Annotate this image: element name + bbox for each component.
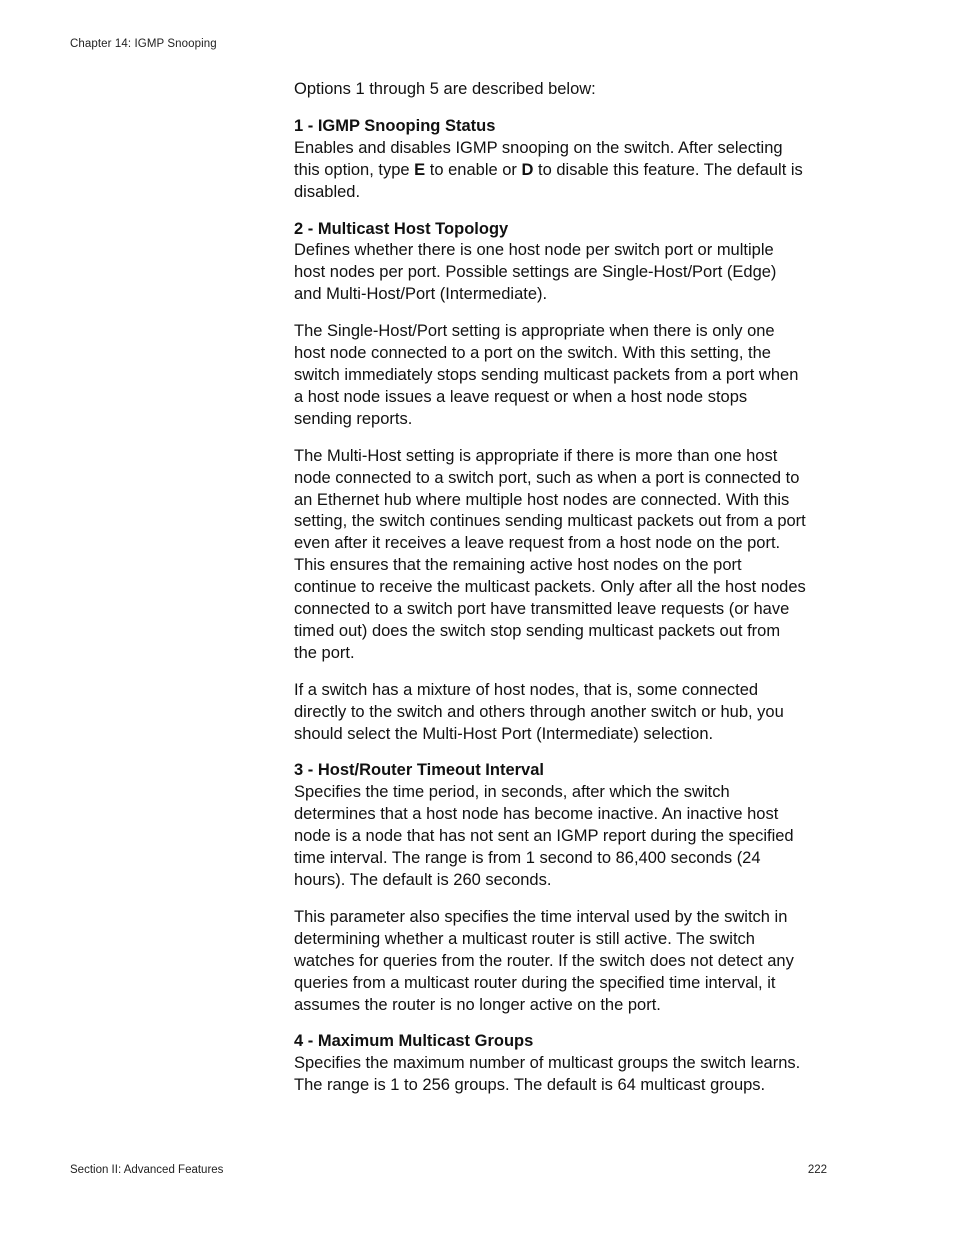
option-1-text-a: Enables and disables IGMP snooping on the switch. After selecting this option, type xyxy=(294,138,783,179)
option-4-heading: 4 - Maximum Multicast Groups xyxy=(294,1032,534,1051)
option-3-heading: 3 - Host/Router Timeout Interval xyxy=(294,761,544,780)
option-1-key-e: E xyxy=(414,160,426,179)
option-4-text: Specifies the maximum number of multicast groups the switch learns. The range is 1 to 256 groups. The default is 64 multicast groups. xyxy=(294,1054,801,1095)
option-1-section xyxy=(294,116,806,204)
option-2-paragraph-3: The Multi-Host setting is appropriate if there is more than one host node connected to a switch port, such as when a port is connected to an Ethernet hub where multiple host nodes are connected. With this setting, the switch continues sending multicast packets out from a port even after it receives a leave request from a host node on the port. This ensures that the remaining active host nodes on the port continue to receive the multicast packets. Only after all the host nodes connected to a switch port have transmitted leave requests (or have timed out) does the switch stop sending multicast packets out from the port. xyxy=(294,446,806,662)
option-2-heading: 2 - Multicast Host Topology xyxy=(294,219,509,238)
option-1-text-b: to enable or xyxy=(425,160,522,179)
option-1-heading: 1 - IGMP Snooping Status xyxy=(294,116,496,135)
option-2-paragraph-2: The Single-Host/Port setting is appropriate when there is only one host node connected to a port on the switch. With this setting, the switch immediately stops sending multicast packets from a port when a host node issues a leave request or when a host node stops sending reports. xyxy=(294,322,799,428)
intro-paragraph: Options 1 through 5 are described below: xyxy=(294,80,596,98)
running-header: Chapter 14: IGMP Snooping xyxy=(70,38,217,50)
option-2-section xyxy=(294,219,806,307)
option-1-key-d: D xyxy=(521,160,534,179)
page-number: 222 xyxy=(807,1164,827,1176)
option-2-paragraph-4: If a switch has a mixture of host nodes, that is, some connected directly to the switch and others through another switch or hub, you should select the Multi-Host Port (Intermediate) selection. xyxy=(294,680,784,743)
running-footer-section: Section II: Advanced Features xyxy=(70,1164,224,1176)
option-3-section xyxy=(294,760,806,891)
option-2-text: Defines whether there is one host node per switch port or multiple host nodes per port. Possible settings are Single-Host/Port (Edge) and Multi-Host/Port (Intermediate). xyxy=(294,241,777,304)
document-body xyxy=(294,79,806,1112)
option-3-paragraph-2: This parameter also specifies the time interval used by the switch in determining whether a multicast router is still active. The switch watches for queries from the router. If the switch does not detect any queries from a multicast router during the specified time interval, it assumes the router is no longer active on the port. xyxy=(294,907,794,1014)
option-1-text-c: to disable this feature. The default is disabled. xyxy=(294,160,803,201)
option-4-section xyxy=(294,1031,806,1097)
option-3-text: Specifies the time period, in seconds, after which the switch determines that a host node has become inactive. An inactive host node is a node that has not sent an IGMP report during the specified time interval. The range is from 1 second to 86,400 seconds (24 hours). The default is 260 seconds. xyxy=(294,783,794,889)
